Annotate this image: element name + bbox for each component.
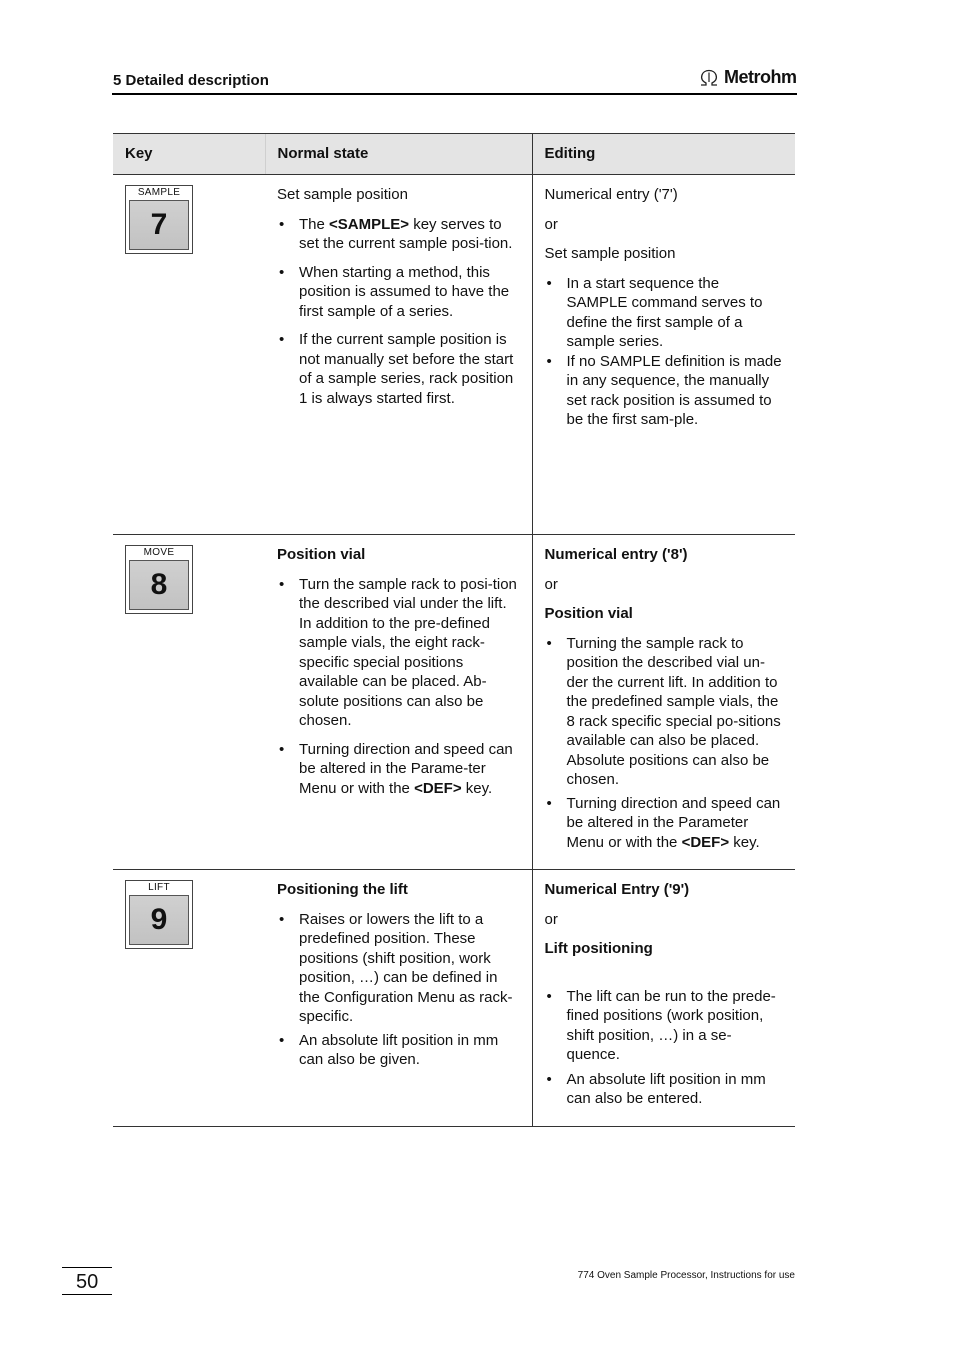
- editing-or: or: [544, 215, 558, 233]
- normal-state-cell: [265, 175, 532, 535]
- section-title: 5 Detailed description: [113, 72, 269, 89]
- editing-cell: [532, 870, 795, 1127]
- normal-state-cell: [265, 535, 532, 870]
- normal-bullets: [277, 575, 520, 799]
- key-label: MOVE: [143, 547, 175, 558]
- editing-entry: Numerical entry ('7'): [544, 186, 678, 203]
- key-label: LIFT: [148, 882, 170, 893]
- def-key-ref: <DEF>: [681, 833, 730, 851]
- header-editing: Editing: [532, 134, 795, 175]
- list-item: • When starting a method, this position is assumed to have the first sample of a series.: [277, 263, 520, 322]
- normal-bullets: [277, 910, 520, 1070]
- page-number-rule-top: [62, 1267, 112, 1268]
- normal-title: Position vial: [277, 546, 366, 563]
- key-cell: [113, 870, 265, 1127]
- list-item: • If the current sample position is not manually set before the start of a sample series, rack position 1 is always started first.: [277, 330, 520, 408]
- editing-title: Lift positioning: [544, 940, 653, 957]
- editing-cell: [532, 175, 795, 535]
- key-digit: 8: [129, 560, 189, 610]
- normal-bullets: [277, 215, 520, 409]
- normal-state-cell: [265, 870, 532, 1127]
- normal-title: Set sample position: [277, 186, 408, 203]
- lift-key: [125, 880, 193, 949]
- normal-title: Positioning the lift: [277, 881, 408, 898]
- editing-bullets: [545, 274, 784, 430]
- logo-text: Metrohm: [724, 67, 797, 87]
- table-row: [113, 175, 795, 535]
- list-item: • The <SAMPLE> key serves to set the current sample posi-tion.: [277, 215, 520, 254]
- list-item: • The lift can be run to the prede-fined positions (work position, shift position, …) in a se-quence.: [545, 987, 784, 1065]
- list-item: • If no SAMPLE definition is made in any sequence, the manually set rack position is assumed to be the first sam-ple.: [545, 352, 784, 430]
- header-key: Key: [113, 134, 265, 175]
- table-row: [113, 535, 795, 870]
- key-cell: [113, 535, 265, 870]
- page-number-rule-bottom: [62, 1294, 112, 1295]
- editing-title: Position vial: [544, 605, 633, 622]
- list-item: • Turning the sample rack to position the described vial un-der the current lift. In addition to the predefined sample vials, the 8 rack specific special po-sitions available can also be placed. Absolute positions can also be chosen.: [545, 634, 784, 790]
- key-cell: [113, 175, 265, 535]
- editing-or: or: [544, 575, 558, 593]
- key-digit: 9: [129, 895, 189, 945]
- editing-title: Set sample position: [544, 245, 676, 262]
- editing-bullets: [545, 987, 784, 1109]
- editing-entry: Numerical Entry ('9'): [544, 881, 690, 898]
- sample-key-ref: <SAMPLE>: [329, 215, 410, 233]
- metrohm-logo: [697, 67, 797, 88]
- omega-logo-icon: [697, 69, 721, 87]
- editing-cell: [532, 535, 795, 870]
- list-item: • In a start sequence the SAMPLE command serves to define the first sample of a sample series.: [545, 274, 784, 352]
- list-item: • An absolute lift position in mm can also be entered.: [545, 1070, 784, 1109]
- sample-key: [125, 185, 193, 254]
- move-key: [125, 545, 193, 614]
- key-table: [113, 133, 795, 1127]
- list-item: • An absolute lift position in mm can also be given.: [277, 1031, 520, 1070]
- list-item: • Raises or lowers the lift to a predefined position. These positions (shift position, work position, …) can be defined in the Configuration Menu as rack-specific.: [277, 910, 520, 1027]
- key-label: SAMPLE: [137, 187, 181, 198]
- editing-bullets: [545, 634, 784, 853]
- header-rule: [112, 93, 797, 95]
- key-digit: 7: [129, 200, 189, 250]
- list-item: • Turn the sample rack to posi-tion the described vial under the lift. In addition to the pre-defined sample vials, the eight rack-specific special positions available can be placed. Ab-solute positions can also be chosen.: [277, 575, 520, 731]
- def-key-ref: <DEF>: [414, 779, 462, 797]
- page-number: 50: [76, 1271, 99, 1293]
- header-normal-state: Normal state: [265, 134, 532, 175]
- editing-entry: Numerical entry ('8'): [544, 546, 688, 563]
- footer-doc-title: 774 Oven Sample Processor, Instructions for use: [577, 1270, 795, 1281]
- table-row: [113, 870, 795, 1127]
- editing-or: or: [544, 910, 558, 928]
- table-header-row: [113, 134, 795, 175]
- list-item: • Turning direction and speed can be altered in the Parameter Menu or with the <DEF> key.: [545, 794, 784, 853]
- list-item: • Turning direction and speed can be altered in the Parame-ter Menu or with the <DEF> key.: [277, 740, 520, 799]
